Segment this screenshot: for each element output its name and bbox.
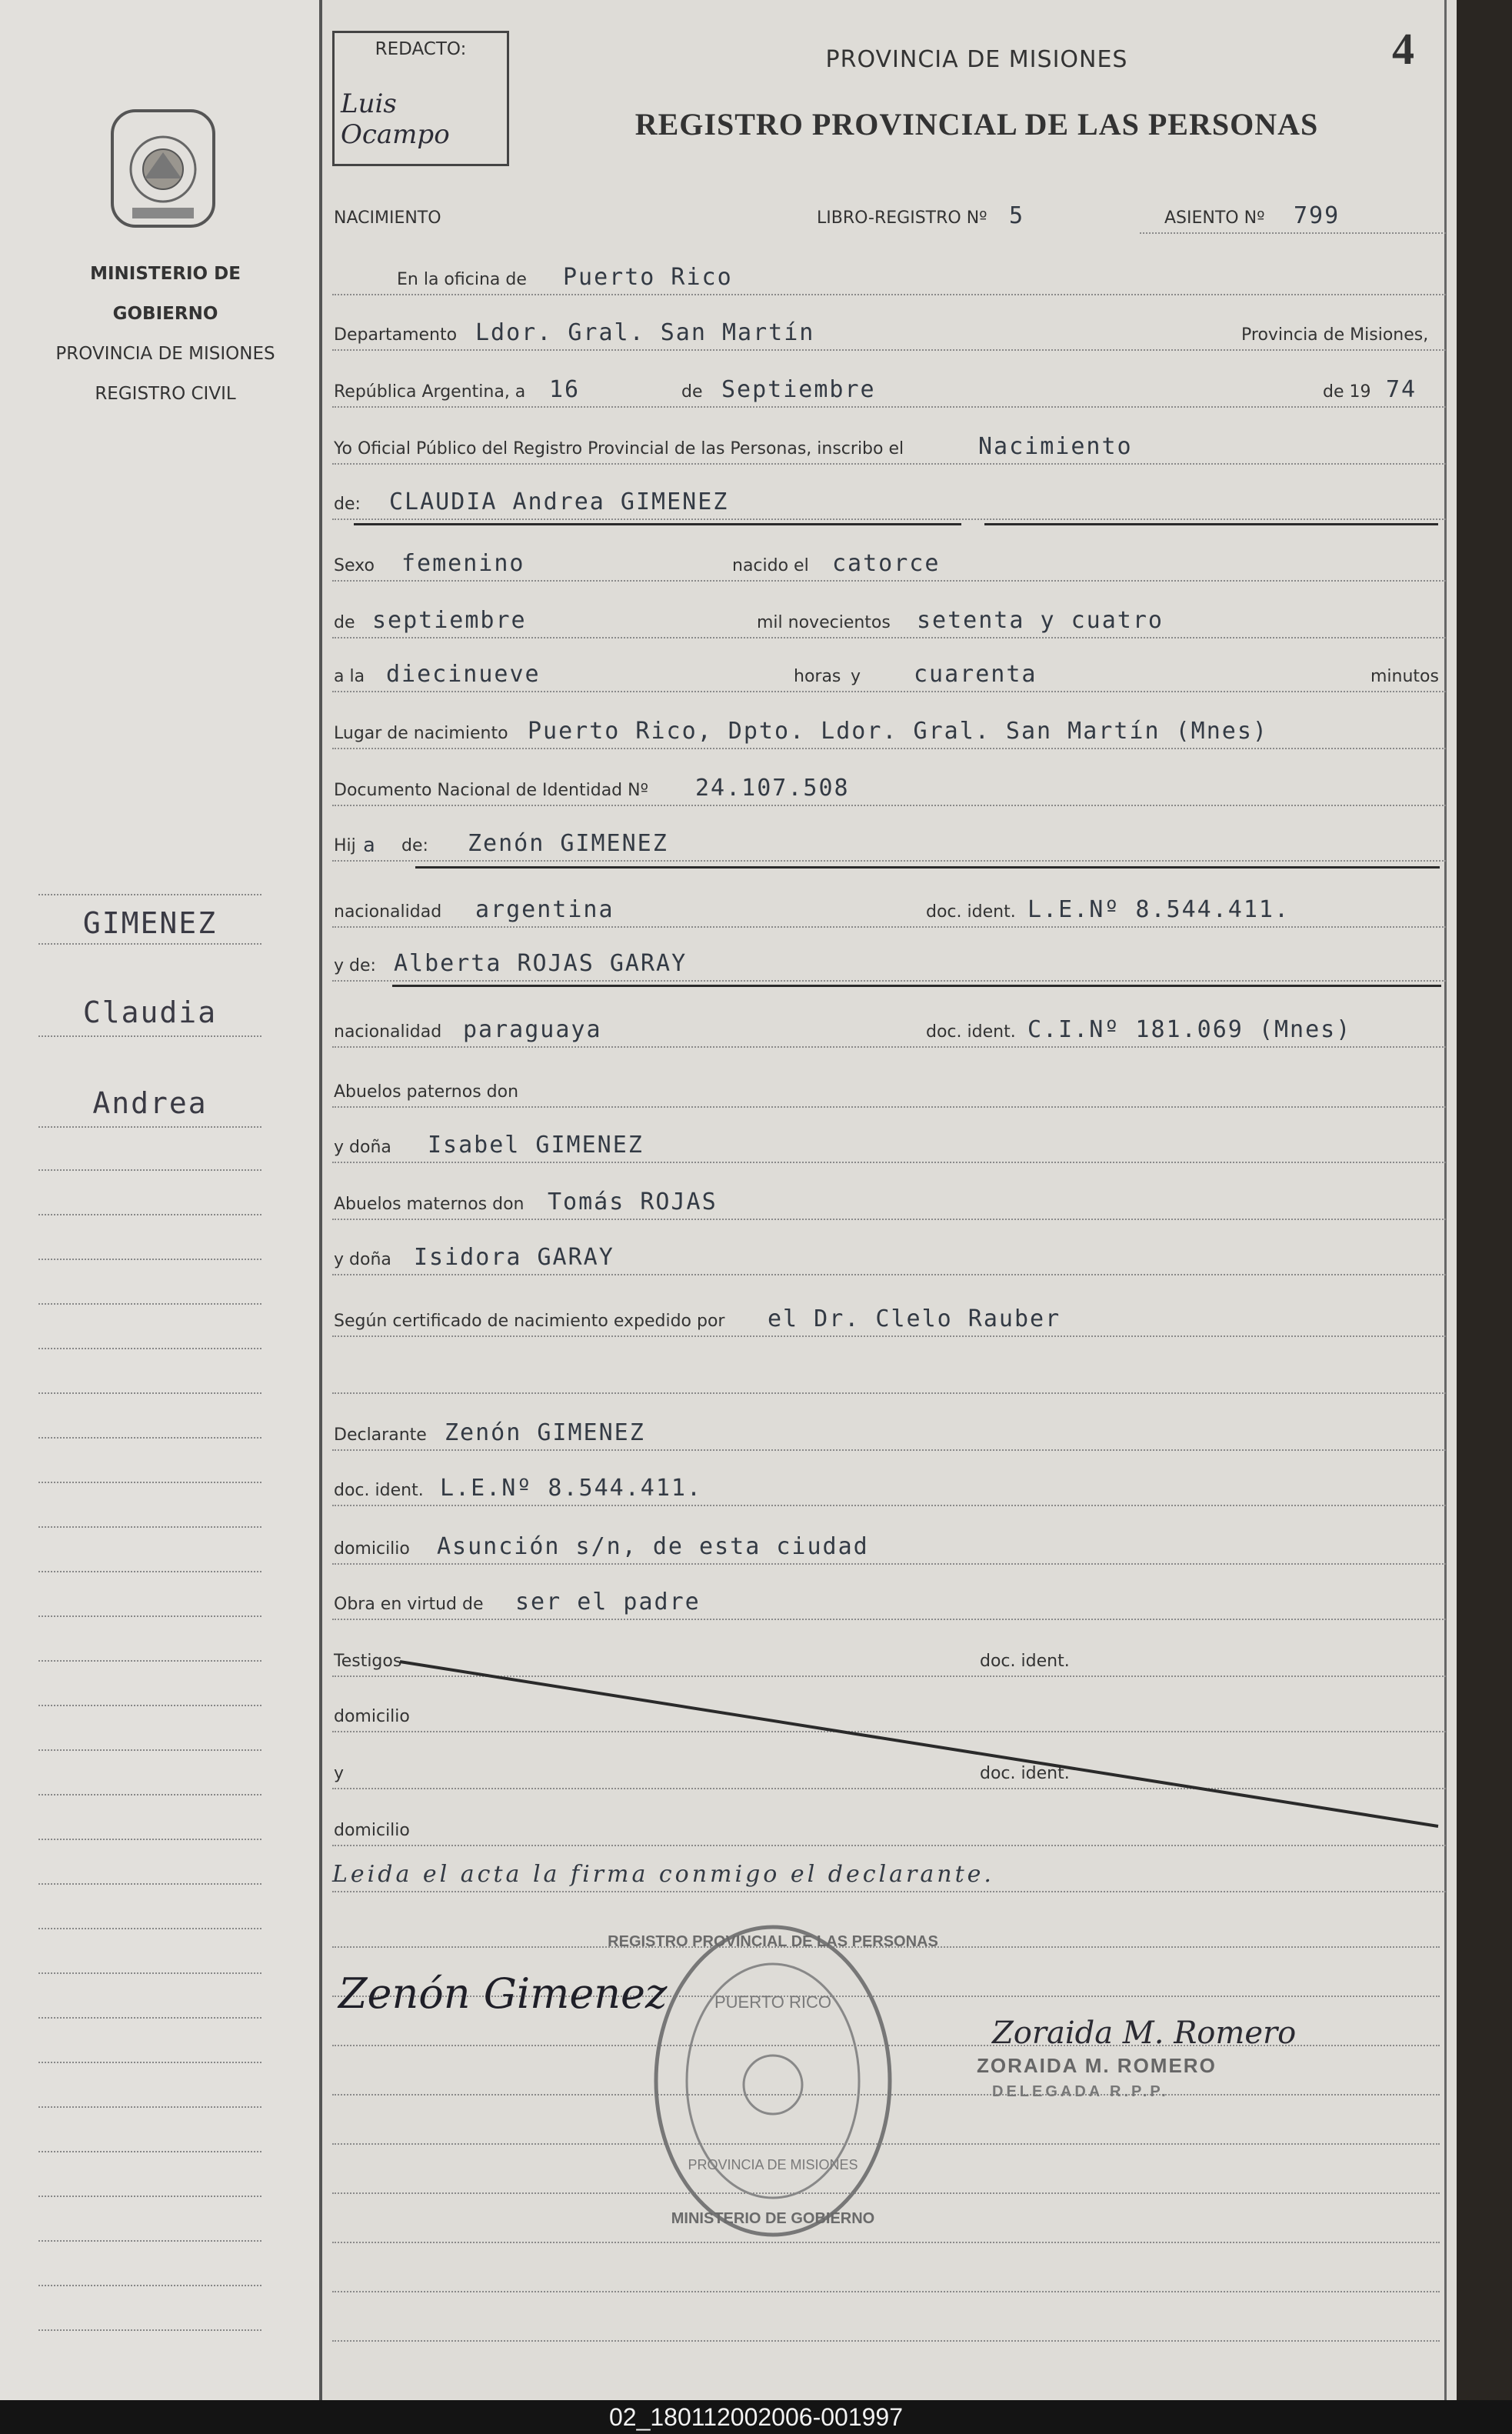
dotted-line [332,1046,1446,1048]
father-doc: L.E.Nº 8.544.411. [1027,896,1291,923]
father-name: Zenón GIMENEZ [468,830,668,857]
name-underline [984,523,1438,525]
margin-line [38,1705,261,1706]
officer-title: DELEGADA R.P.P. [992,2083,1169,2100]
declarant-signature: Zenón Gimenez [338,1969,668,2018]
dotted-line [332,406,1446,408]
minutos-label: minutos [1366,667,1444,686]
horas-label: horas [789,667,845,686]
row-declarante-doc [332,1468,1446,1514]
abuela-materna: Isidora GARAY [414,1244,614,1271]
dotted-line [332,1505,1446,1506]
departamento-label: Departamento [334,325,461,345]
mil-label: mil novecientos [752,613,895,632]
row-domicilio [332,1526,1446,1572]
nacido-label: nacido el [728,556,814,575]
declarante-value: Zenón GIMENEZ [445,1419,645,1446]
province-heading: PROVINCIA DE MISIONES [825,46,1128,73]
asiento-value: 799 [1294,202,1340,229]
mother-underline [392,985,1441,987]
hij-de-label: de: [397,836,433,855]
decl-doc-label: doc. ident. [334,1481,428,1500]
row-certificado [332,1299,1446,1345]
margin-first-name: Claudia [82,995,218,1029]
margin-second-name: Andrea [92,1086,208,1120]
redacto-label: REDACTO: [375,39,467,59]
row-fecha [332,369,1446,415]
margin-line [38,2285,261,2286]
y-label: y [334,1764,348,1783]
sexo-value: femenino [401,550,525,577]
name-underline [354,523,961,525]
margin-line [38,2196,261,2197]
yde-label: y de: [334,956,381,975]
declarante-label: Declarante [334,1425,431,1445]
hour-value: diecinueve [386,661,541,688]
lugar-label: Lugar de nacimiento [334,724,513,743]
row-padre [332,823,1446,869]
doc-ident-label: doc. ident. [921,1022,1021,1042]
dni-label: Documento Nacional de Identidad Nº [334,781,653,800]
mother-nationality: paraguaya [463,1016,602,1043]
doc-ident-label: doc. ident. [975,1652,1074,1671]
row-libro [332,195,1446,242]
officer-signature: Zoraida M. Romero [992,2016,1297,2051]
row-sexo [332,543,1446,589]
margin-line [38,1526,261,1528]
row-madre [332,943,1446,989]
margin-line [38,1126,261,1128]
abuelo-materno: Tomás ROJAS [548,1189,718,1215]
margin-line [38,1972,261,1974]
dotted-line [332,1392,1446,1394]
dotted-line [332,1845,1446,1846]
ministry-name: MINISTERIO DE GOBIERNO [90,264,241,324]
margin-line [38,2151,261,2152]
margin-line [38,2062,261,2063]
libro-label: LIBRO-REGISTRO Nº [817,208,992,228]
row-nombre [332,482,1446,528]
margin-line [38,1839,261,1840]
domicilio-label: domicilio [334,1539,415,1559]
year-value: 74 [1386,376,1417,403]
certificado-value: el Dr. Clelo Rauber [768,1305,1061,1332]
margin-line [38,1169,261,1171]
birth-year-words: setenta y cuatro [917,607,1164,634]
margin-line [38,1615,261,1617]
margin-line [38,2017,261,2019]
dotted-line [332,349,1446,351]
margin-line [38,943,261,945]
dotted-line [332,926,1446,928]
person-name: CLAUDIA Andrea GIMENEZ [389,488,729,515]
dotted-line [332,2340,1440,2342]
birth-month: septiembre [372,607,527,634]
oficina-value: Puerto Rico [563,264,733,291]
margin-line [38,1214,261,1215]
redacto-signature: Luis Ocampo [341,88,450,150]
row-abuela-paterna [332,1125,1446,1171]
dotted-line [332,1274,1446,1275]
stamp-center-text: PUERTO RICO [714,1992,831,2012]
row-departamento [332,312,1446,358]
row-mes-anio [332,600,1446,646]
dotted-line [332,1219,1446,1220]
page-number: 4 [1392,24,1414,74]
registry-title: REGISTRO PROVINCIAL DE LAS PERSONAS [634,107,1319,142]
row-cierre [332,1854,1446,1900]
inscribo-value: Nacimiento [978,433,1133,460]
ministry-seal-icon [109,108,217,231]
margin-line [38,1749,261,1751]
margin-line [38,1437,261,1439]
redacto-box [332,31,509,166]
testigos-label: Testigos [334,1652,406,1671]
dotted-line [332,1162,1446,1163]
dotted-line [332,860,1446,862]
libro-value: 5 [1009,202,1025,229]
dotted-line [332,1619,1446,1620]
margin-surname: GIMENEZ [82,906,218,940]
decl-doc-value: L.E.Nº 8.544.411. [440,1475,703,1502]
margin-line [38,1928,261,1929]
minutes-value: cuarenta [914,661,1037,688]
margin-line [38,1482,261,1483]
dotted-line [332,518,1446,520]
margin-line [38,1794,261,1795]
row-dni [332,768,1446,814]
dotted-line [332,294,1446,295]
abuela-paterna: Isabel GIMENEZ [428,1132,644,1159]
row-padre-nacionalidad [332,889,1446,935]
ministry-registry: REGISTRO CIVIL [95,384,236,404]
lugar-value: Puerto Rico, Dpto. Ldor. Gral. San Martín (Mnes) [528,718,1268,745]
margin-line [38,1571,261,1572]
dotted-line [332,2291,1440,2292]
doc-ident-label: doc. ident. [921,902,1021,922]
strike-through-line [400,1662,1446,1831]
margin-line [38,2240,261,2242]
domicilio-value: Asunción s/n, de esta ciudad [437,1533,869,1560]
stamp-ring-top-text: REGISTRO PROVINCIAL DE LAS PERSONAS [608,1933,938,1950]
oficial-label: Yo Oficial Público del Registro Provincial de las Personas, inscribo el [334,439,908,458]
officer-name: ZORAIDA M. ROMERO [977,2054,1217,2077]
hij-label: Hij [334,836,361,855]
sexo-label: Sexo [334,556,379,575]
mother-doc: C.I.Nº 181.069 (Mnes) [1027,1016,1352,1043]
sheet-edge [1457,0,1512,2400]
dotted-line [332,805,1446,806]
margin-line [38,2106,261,2108]
dotted-line [332,463,1446,465]
margin-line [38,1035,261,1037]
dotted-line [332,1335,1446,1337]
nacido-value: catorce [832,550,941,577]
ministry-heading [38,254,292,414]
dotted-line [332,1563,1446,1565]
stamp-inner-text: PROVINCIA DE MISIONES [688,2157,858,2172]
dotted-line [332,1449,1446,1451]
de-label: de [677,382,708,402]
registry-stamp [608,1916,938,2246]
doc-ident-label: doc. ident. [975,1764,1074,1783]
obra-label: Obra en virtud de [334,1595,488,1614]
de-label: de [334,613,360,632]
ala-label: a la [334,667,369,686]
margin-line [38,1303,261,1305]
asiento-label: ASIENTO Nº [1164,208,1269,228]
row-abuela-materna [332,1237,1446,1283]
margin-line [38,894,261,895]
hij-suffix: a [363,834,377,857]
row-abuelos-maternos [332,1182,1446,1228]
row-madre-nacionalidad [332,1009,1446,1055]
stamp-ring-bottom-text: MINISTERIO DE GOBIERNO [671,2210,875,2227]
dotted-line [332,1106,1446,1108]
dotted-line [1140,232,1446,234]
margin-line [38,1660,261,1662]
margin-divider [319,0,322,2400]
row-lugar [332,711,1446,757]
dotted-line [332,748,1446,749]
certificado-label: Según certificado de nacimiento expedido por [334,1312,729,1331]
margin-line [38,2329,261,2331]
row-abuelos-paternos [332,1069,1446,1115]
oficina-label: En la oficina de [397,270,531,289]
ydona-label: y doña [334,1138,396,1157]
month-value: Septiembre [721,376,876,403]
de-label: de: [334,495,365,514]
republica-label: República Argentina, a [334,382,530,402]
margin-line [38,1348,261,1349]
domicilio-label: domicilio [334,1821,415,1840]
row-obra [332,1582,1446,1628]
row-blank [332,1355,1446,1402]
row-inscribo [332,426,1446,472]
y-label: y [846,667,865,686]
day-value: 16 [549,376,581,403]
row-declarante [332,1412,1446,1459]
departamento-value: Ldor. Gral. San Martín [475,319,815,346]
ministry-province: PROVINCIA DE MISIONES [55,344,275,364]
dotted-line [332,691,1446,692]
father-underline [415,866,1440,869]
abuelos-paternos-label: Abuelos paternos don [334,1082,523,1102]
row-hora [332,654,1446,700]
abuelos-maternos-label: Abuelos maternos don [334,1195,528,1214]
dotted-line [332,637,1446,639]
nacionalidad-label: nacionalidad [334,902,446,922]
father-nationality: argentina [475,896,614,923]
closing-text: Leida el acta la firma conmigo el declarante. [332,1861,994,1888]
row-oficina [332,257,1446,303]
year-label: de 19 [1318,382,1376,402]
nacionalidad-label: nacionalidad [334,1022,446,1042]
nacimiento-label: NACIMIENTO [334,208,446,228]
dotted-line [332,1891,1446,1892]
domicilio-label: domicilio [334,1707,415,1726]
provincia-label: Provincia de Misiones, [1237,325,1433,345]
ydona-label: y doña [334,1250,396,1269]
dotted-line [332,580,1446,582]
file-caption: 02_180112002006-001997 [608,2403,903,2431]
margin-line [38,1259,261,1260]
obra-value: ser el padre [515,1589,701,1615]
margin-line [38,1883,261,1885]
mother-name: Alberta ROJAS GARAY [394,950,688,977]
dni-value: 24.107.508 [695,775,850,802]
margin-line [38,1392,261,1394]
dotted-line [332,980,1446,982]
